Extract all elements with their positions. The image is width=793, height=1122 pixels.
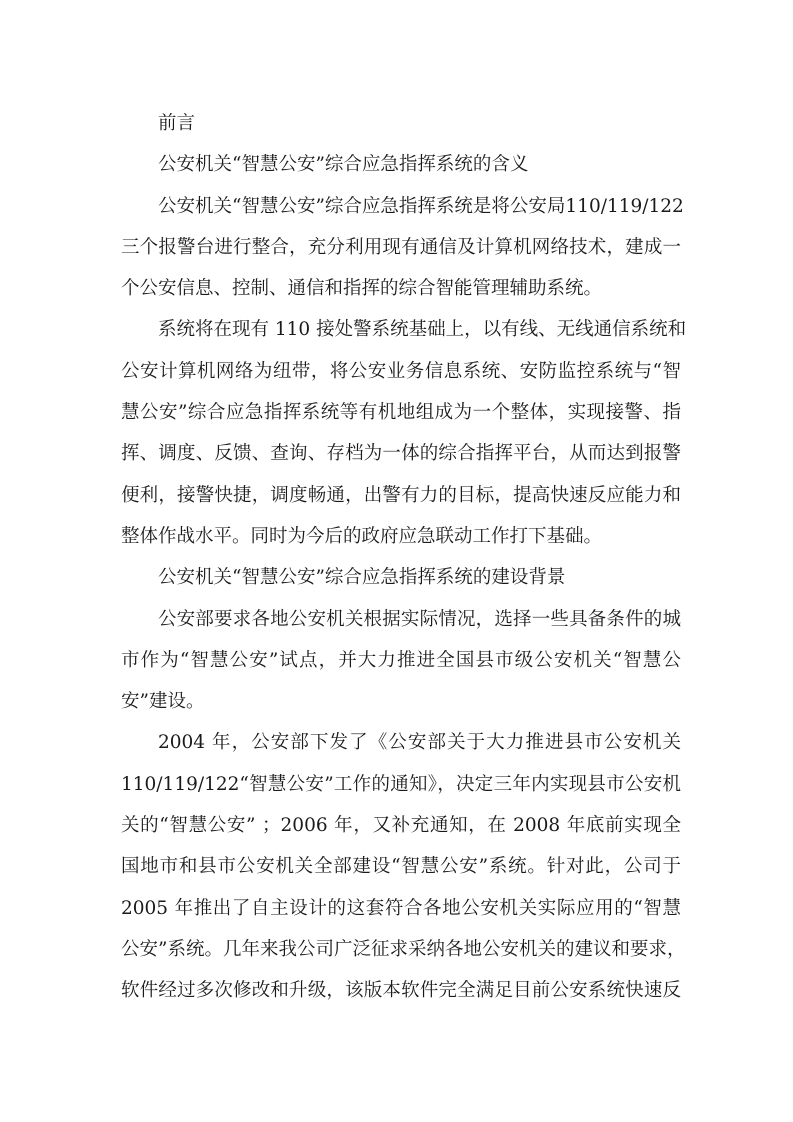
paragraph-line: 公安计算机网络为纽带，将公安业务信息系统、安防监控系统与“智 [121,360,681,382]
paragraph-line: 安”建设。 [121,691,205,713]
heading-system-meaning: 公安机关“智慧公安”综合应急指挥系统的含义 [158,154,529,176]
paragraph-line: 便利，接警快捷，调度畅通，出警有力的目标，提高快速反应能力和 [121,484,681,506]
heading-construction-background: 公安机关“智慧公安”综合应急指挥系统的建设背景 [158,567,566,589]
heading-preface: 前言 [158,113,196,134]
paragraph-line: 三个报警台进行整合，充分利用现有通信及计算机网络技术，建成一 [121,236,681,258]
paragraph-line: 110/119/122“智慧公安”工作的通知》，决定三年内实现县市公安机 [121,773,681,795]
paragraph-line: 关的“智慧公安” ；2006 年，又补充通知，在 2008 年底前实现全 [121,815,681,837]
paragraph-line: 个公安信息、控制、通信和指挥的综合智能管理辅助系统。 [121,278,603,300]
paragraph-line: 公安”系统。几年来我公司广泛征求采纳各地公安机关的建议和要求， [121,938,686,960]
paragraph-line: 2004 年，公安部下发了《公安部关于大力推进县市公安机关 [158,732,681,754]
paragraph-line: 国地市和县市公安机关全部建设“智慧公安”系统。针对此，公司于 [121,856,681,878]
paragraph-line: 公安机关“智慧公安”综合应急指挥系统是将公安局110/119/122 [158,195,684,217]
paragraph-line: 挥、调度、反馈、查询、存档为一体的综合指挥平台，从而达到报警 [121,443,681,465]
paragraph-line: 整体作战水平。同时为今后的政府应急联动工作打下基础。 [121,525,603,547]
paragraph-line: 公安部要求各地公安机关根据实际情况，选择一些具备条件的城 [158,608,681,630]
paragraph-line: 市作为“智慧公安”试点，并大力推进全国县市级公安机关“智慧公 [121,649,681,671]
paragraph-line: 系统将在现有 110 接处警系统基础上，以有线、无线通信系统和 [158,319,687,341]
paragraph-line: 2005 年推出了自主设计的这套符合各地公安机关实际应用的“智慧 [121,897,681,919]
document-body [121,103,687,1012]
paragraph-line: 慧公安”综合应急指挥系统等有机地组成为一个整体，实现接警、指 [121,402,681,424]
paragraph-line: 软件经过多次修改和升级，该版本软件完全满足目前公安系统快速反 [121,980,681,1002]
